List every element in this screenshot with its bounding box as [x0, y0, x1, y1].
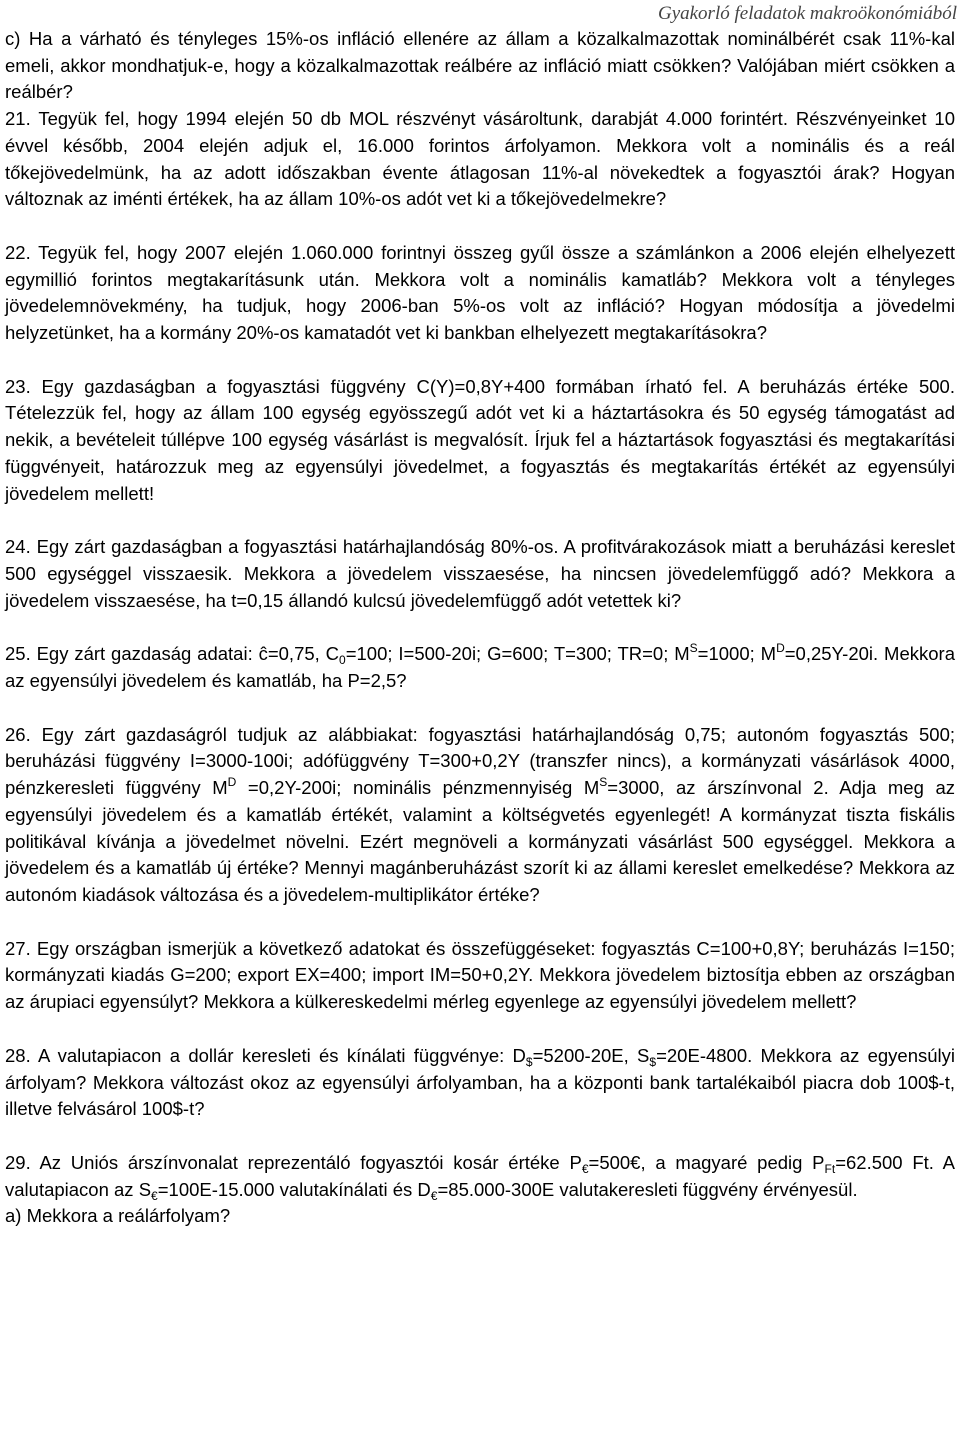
paragraph-gap: [5, 1123, 955, 1150]
exercise-27: 27. Egy országban ismerjük a következő adatokat és összefüggéseket: fogyasztás C=100+0,8Y; beruházás I=150; kormányzati kiadás G=200; export EX=400; import IM=50+0,2Y. Mekkora jövedelem biztosítja ebben az országban az árupiaci egyensúlyt? Mekkora a külkereskedelmi mérleg egyenlege az egyensúlyi jövedelem mellett?: [5, 937, 955, 1013]
exercise-25: 25. Egy zárt gazdaság adatai: ĉ=0,75, $C_0=100$; I=500-20i; G=600; T=300; TR=0; $M^S=1000$; $M^D=0,25Y-20i$. Mekkora az egyensúlyi jövedelem és kamatláb, ha P=2,5?: [5, 641, 955, 692]
paragraph-gap: [5, 507, 955, 534]
paragraph-gap: [5, 614, 955, 641]
exercise-29: 29. Az Uniós árszínvonalat reprezentáló fogyasztói kosár értéke $P_€=500€$, a magyaré pedig $P_{Ft}=62.500$ Ft. A valutapiacon az $S_€=100E-15.000$ valutakínálati és $D_€=85.000-300E$ valutakeresleti függvény érvényesül.: [5, 1151, 956, 1203]
exercise-28: 28. A valutapiacon a dollár keresleti és kínálati függvénye: $D_{\$}=5200-20E$, $S_{\$}=20E-4800$. Mekkora az egyensúlyi árfolyam? Mekkora változást okoz az egyensúlyi árfolyamban, ha a központi bank tartalékaiból piacra dob 100$-t, illetve felvásárol 100$-t?: [5, 1044, 956, 1120]
running-header: Gyakorló feladatok makroökonómiából: [657, 3, 957, 24]
exercise-26: 26. Egy zárt gazdaságról tudjuk az alábbiakat: fogyasztási határhajlandóság 0,75; autonóm fogyasztás 500; beruházási függvény I=3000-100i; adófüggvény T=300+0,2Y (transzfer nincs), a kormányzati vásárlások 4000, pénzkeresleti függvény $M^D =0,2Y-200i$; nominális pénzmennyiség $M^S=3000$, az árszínvonal 2. Adja meg az egyensúlyi jövedelem és a kamatláb értékét, valamint a költségvetés egyenlegét! A kormányzat tiszta fiskális politikával kívánja a jövedelmet növelni. Ezért megnöveli a kormányzati vásárlást 500 egységgel. Mekkora a jövedelem és a kamatláb új értéke? Mennyi magánberuházást szorít ki az állami kereslet emelkedése? Mekkora az autonóm kiadások változása és a jövedelem-multiplikátor értéke?: [5, 723, 955, 905]
paragraph-gap: [5, 695, 955, 722]
exercise-24: 24. Egy zárt gazdaságban a fogyasztási határhajlandóság 80%-os. A profitvárakozások miatt a beruházási kereslet 500 egységgel visszaesik. Mekkora a jövedelem visszaesése, ha nincsen jövedelemfüggő adó? Mekkora a jövedelem visszaesése, ha t=0,15 állandó kulcsú jövedelemfüggő adót vetettek ki?: [5, 536, 955, 611]
exercise-23: 23. Egy gazdaságban a fogyasztási függvény C(Y)=0,8Y+400 formában írható fel. A beruházás értéke 500. Tételezzük fel, hogy az állam 100 egység egyösszegű adót vet ki a háztartásokra és 50 egység támogatást ad nekik, a bevételeit túllépve 100 egység vásárlást is megvalósít. Írjuk fel a háztartások fogyasztási és megtakarítási függvényeit, határozzuk meg az egyensúlyi jövedelmet, a fogyasztás és megtakarítás értékét az egyensúlyi jövedelem mellett!: [5, 375, 955, 504]
paragraph-gap: [5, 347, 955, 374]
exercise-c: c) Ha a várható és tényleges 15%-os infláció ellenére az állam a közalkalmazottak nominálbérét csak 11%-kal emeli, akkor mondhatjuk-e, hogy a közalkalmazottak reálbére az infláció miatt csökken? Valójában miért csökken a reálbér?: [5, 28, 955, 103]
paragraph-gap: [5, 1016, 955, 1043]
paragraph-gap: [5, 909, 955, 936]
exercise-29-subquestion-a: a) Mekkora a reálárfolyam?: [5, 1205, 231, 1227]
exercise-22: 22. Tegyük fel, hogy 2007 elején 1.060.000 forintnyi összeg gyűl össze a számlánkon a 2006 elején elhelyezett egymillió forintos megtakarításunk után. Mekkora volt a nominális kamatláb? Mekkora volt a tényleges jövedelemnövekmény, ha tudjuk, hogy 2006-ban 5%-os volt az infláció? Hogyan módosítja a jövedelmi helyzetünket, ha a kormány 20%-os kamatadót vet ki bankban elhelyezett megtakarításokra?: [5, 241, 955, 344]
paragraph-gap: [5, 213, 955, 240]
exercise-21: 21. Tegyük fel, hogy 1994 elején 50 db MOL részvényt vásároltunk, darabját 4.000 forintért. Részvényeinket 10 évvel később, 2004 elején adjuk el, 16.000 forintos árfolyamon. Mekkora volt a nominális és a reál tőkejövedelmünk, ha az adott időszakban évente átlagosan 11%-al növekedtek a fogyasztói árak? Hogyan változnak az iménti értékek, ha az állam 10%-os adót vet ki a tőkejövedelmekre?: [5, 108, 955, 210]
